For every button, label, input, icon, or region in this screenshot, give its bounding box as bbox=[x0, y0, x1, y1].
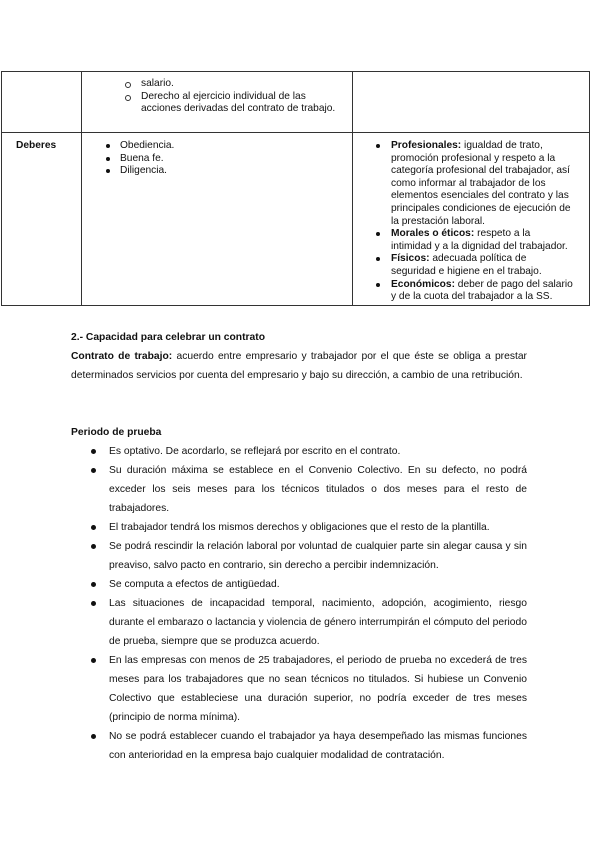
list-item: Su duración máxima se establece en el Convenio Colectivo. En su defecto, no podrá exceder los seis meses para los técnicos titulados o dos meses para el resto de trabajadores. bbox=[109, 461, 527, 518]
table-row bbox=[2, 133, 590, 306]
list-item: Se podrá rescindir la relación laboral por voluntad de cualquier parte sin alegar causa y sin preaviso, salvo pacto en contrario, sin derecho a percibir indemnización. bbox=[109, 537, 527, 575]
list-item: Las situaciones de incapacidad temporal, nacimiento, adopción, acogimiento, riesgo durante el embarazo o lactancia y violencia de género interrumpirán el cómputo del periodo de prueba, siempre que se produzca acuerdo. bbox=[109, 594, 527, 651]
list-item: Buena fe. bbox=[120, 153, 342, 166]
list-item: Derecho al ejercicio individual de las acciones derivadas del contrato de trabajo. bbox=[141, 91, 338, 116]
list-item: Se computa a efectos de antigüedad. bbox=[109, 575, 527, 594]
middle-cell bbox=[82, 72, 353, 133]
list-item: Obediencia. bbox=[120, 140, 342, 153]
list-item: salario. bbox=[141, 78, 338, 91]
list-item: Es optativo. De acordarlo, se reflejará por escrito en el contrato. bbox=[109, 442, 527, 461]
right-cell bbox=[353, 72, 590, 133]
row-label-cell bbox=[2, 72, 82, 133]
employer-duties-list bbox=[353, 133, 589, 304]
list-item: Profesionales: igualdad de trato, promoción profesional y respeto a la categoría profesional del trabajador, así como informar al trabajador de los elementos esenciales del contrato y las principales condiciones de ejecución de la prestación laboral. bbox=[391, 140, 573, 228]
trial-heading: Periodo de prueba bbox=[71, 427, 162, 438]
row-label-cell bbox=[2, 133, 82, 306]
circle-list bbox=[82, 72, 352, 116]
trial-list bbox=[71, 442, 527, 765]
list-item: No se podrá establecer cuando el trabajador ya haya desempeñado las mismas funciones con anterioridad en la empresa bajo cualquier modalidad de contratación. bbox=[109, 727, 527, 765]
rights-duties-table bbox=[1, 71, 590, 306]
list-item: El trabajador tendrá los mismos derechos y obligaciones que el resto de la plantilla. bbox=[109, 518, 527, 537]
list-item: Físicos: adecuada política de seguridad e higiene en el trabajo. bbox=[391, 253, 573, 278]
worker-duties-list bbox=[82, 133, 352, 178]
deberes-label: Deberes bbox=[16, 140, 57, 151]
trial-section bbox=[71, 423, 527, 765]
section-heading: 2.- Capacidad para celebrar un contrato bbox=[71, 332, 265, 343]
list-item: Diligencia. bbox=[120, 165, 342, 178]
list-item: Económicos: deber de pago del salario y de la cuota del trabajador a la SS. bbox=[391, 278, 573, 303]
capacity-section bbox=[71, 328, 527, 385]
right-cell bbox=[353, 133, 590, 306]
middle-cell bbox=[82, 133, 353, 306]
list-item: Morales o éticos: respeto a la intimidad y a la dignidad del trabajador. bbox=[391, 228, 573, 253]
table-row bbox=[2, 72, 590, 133]
definition-paragraph: Contrato de trabajo: acuerdo entre empresario y trabajador por el que éste se obliga a prestar determinados servicios por cuenta del empresario y bajo su dirección, a cambio de una retribución. bbox=[71, 351, 527, 381]
list-item: En las empresas con menos de 25 trabajadores, el periodo de prueba no excederá de tres meses para los trabajadores que no sean técnicos no titulados. Si hubiese un Convenio Colectivo que estableciese una duración superior, no podría exceder de tres meses (principio de norma mínima). bbox=[109, 651, 527, 727]
